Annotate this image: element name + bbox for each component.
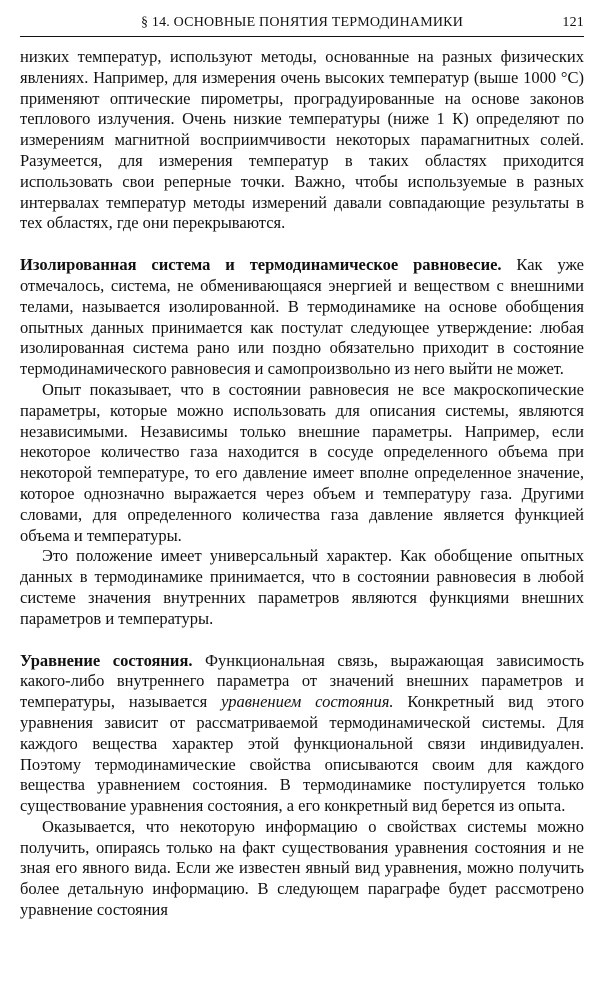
run-in-heading: Уравнение состояния. xyxy=(20,650,193,670)
section-title: § 14. ОСНОВНЫЕ ПОНЯТИЯ ТЕРМОДИНАМИКИ xyxy=(140,15,464,30)
section-gap xyxy=(20,630,584,651)
paragraph-text: Конкретный вид этого уравнения зависит от рассматриваемой термодинамической системы. Для каждого вещества характер этой функциональной связи индивидуален. Поэтому термодинамические свойства описываются своим для каждого вещества уравнением состояния. В термодинамике постулируется только существование уравнения состояния, а его конкретный вид берется из опыта. xyxy=(20,692,584,816)
running-header xyxy=(20,12,584,37)
body-text xyxy=(20,47,584,921)
paragraph-equilibrium-parameters: Опыт показывает, что в состоянии равновесия не все макроскопические параметры, которые можно использовать для описания системы, являются независимыми. Независимы только внешние параметры. Например, если некоторое количество газа находится в сосуде определенного объема при некоторой температуре, то его давление имеет вполне определенное значение, которое однозначно выражается через объем и температуру газа. Другими словами, для определенного количества газа давление является функцией объема и температуры. xyxy=(20,379,584,545)
paragraph-information: Оказывается, что некоторую информацию о свойствах системы можно получить, опираясь только на факт существования уравнения состояния и не зная его явного вида. Если же известен явный вид уравнения, можно получить более детальную информацию. В следующем параграфе будет рассмотрено уравнение состояния xyxy=(20,816,584,920)
paragraph-universal-character: Это положение имеет универсальный характер. Как обобщение опытных данных в термодинамике принимается, что в состоянии равновесия в любой системе значения внутренних параметров являются функциями внешних параметров и температуры. xyxy=(20,546,584,628)
section-gap xyxy=(20,234,584,255)
paragraph-equation-of-state xyxy=(20,651,584,817)
defined-term: уравнением состояния. xyxy=(221,692,394,712)
page-number: 121 xyxy=(562,15,584,30)
paragraph-text: Как уже отмечалось, система, не обменивающаяся энергией и веществом с внешними телами, называется изолированной. В термодинамике на основе обобщения опытных данных принимается как постулат следующее утверждение: любая изолированная система рано или поздно обязательно приходит в состояние термодинамического равновесия и самопроизвольно из него выйти не может. xyxy=(20,255,584,379)
run-in-heading: Изолированная система и термодинамическое равновесие. xyxy=(20,255,502,275)
paragraph-text: Функциональная связь, выражающая зависимость какого-либо внутреннего параметра от значений внешних параметров и температуры, называется xyxy=(20,650,584,712)
paragraph-isolated-system xyxy=(20,255,584,380)
paragraph-continued: низких температур, используют методы, основанные на разных физических явлениях. Например, для измерения очень высоких температур (выше 1000 °С) применяют оптические пирометры, проградуированные на основе законов теплового излучения. Очень низкие температуры (ниже 1 К) определяют по измерениям магнитной восприимчивости некоторых парамагнитных солей. Разумеется, для измерения температур в таких областях приходится использовать свои реперные точки. Важно, чтобы используемые в разных интервалах температур методы измерений давали совпадающие результаты в тех областях, где они перекрываются. xyxy=(20,47,584,233)
